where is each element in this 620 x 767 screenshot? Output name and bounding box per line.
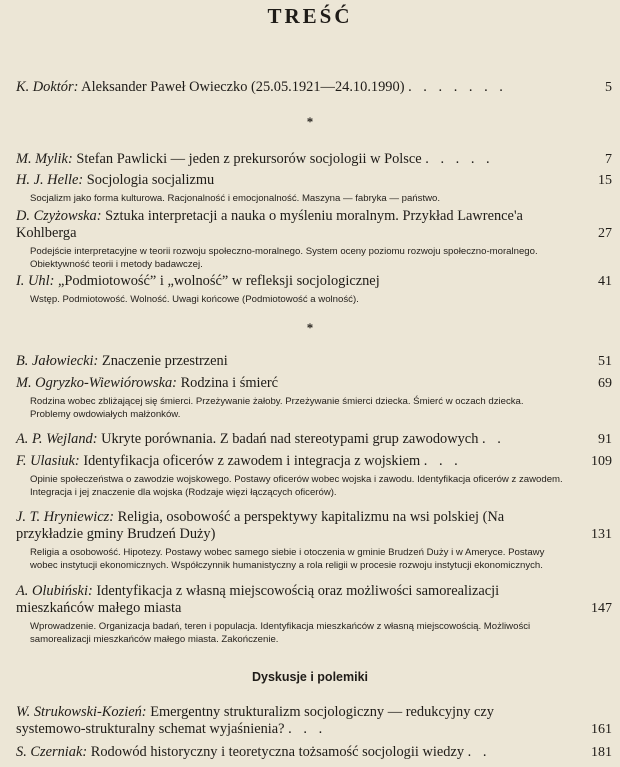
- toc-entry: [16, 273, 612, 306]
- entry-page: 41: [598, 274, 612, 289]
- leader-dots: . . .: [423, 453, 462, 469]
- entry-author: K. Doktór:: [16, 79, 79, 95]
- section-heading: Dyskusje i polemiki: [251, 670, 369, 684]
- entry-page: 15: [598, 173, 612, 188]
- entry-author: A. P. Wejland:: [16, 431, 98, 447]
- toc-entry: [16, 208, 612, 271]
- toc-entry: [16, 704, 612, 738]
- entry-page: 131: [591, 527, 612, 542]
- entry-summary: Wstęp. Podmiotowość. Wolność. Uwagi końcowe (Podmiotowość a wolność).: [30, 294, 359, 305]
- entry-summary: Rodzina wobec zbliżającej się śmierci. Przeżywanie żałoby. Przeżywanie śmierci dziecka. Śmierć w oczach dziecka. Problemy owdowiałych małżonków.: [30, 396, 524, 420]
- entry-summary: Opinie społeczeństwa o zawodzie wojskowego. Postawy oficerów wobec wojska i zawodu. Identyfikacja oficerów z zawodem. Integracja i jej znaczenie dla wojska (Rodzaje więzi łączących oficerów).: [30, 474, 563, 498]
- entry-title: Rodowód historyczny i teoretyczna tożsamość socjologii wiedzy: [90, 744, 465, 760]
- entry-page: 69: [598, 376, 612, 391]
- entry-author: B. Jałowiecki:: [16, 353, 99, 369]
- entry-summary: Religia a osobowość. Hipotezy. Postawy wobec samego siebie i otoczenia w gminie Brudzeń Duży i w Ameryce. Postawy wobec instytucji ekonomicznych. Współczynnik humanistyczny a rola religii w procesie rozwoju instytucji ekonomicznych.: [30, 547, 545, 571]
- entry-title: Znaczenie przestrzeni: [101, 353, 228, 369]
- entry-title: Ukryte porównania. Z badań nad stereotypami grup zawodowych: [101, 431, 479, 447]
- entry-author: F. Ulasiuk:: [16, 453, 80, 469]
- entry-author: M. Ogryzko-Wiewiórowska:: [16, 375, 177, 391]
- entry-page: 51: [598, 354, 612, 369]
- entry-page: 7: [605, 152, 612, 167]
- toc-entry: [16, 79, 612, 96]
- page-title: TREŚĆ: [267, 4, 353, 28]
- entry-title: Emergentny strukturalizm socjologiczny — redukcyjny czy systemowo-strukturalny schemat wyjaśnienia?: [16, 704, 495, 737]
- leader-dots: . . . . . . .: [408, 79, 507, 95]
- entry-summary: Socjalizm jako forma kulturowa. Racjonalność i emocjonalność. Maszyna — fabryka — państwo.: [30, 193, 441, 204]
- toc-entry: [16, 509, 612, 572]
- leader-dots: . .: [482, 431, 505, 447]
- entry-author: S. Czerniak:: [16, 744, 88, 760]
- entry-author: H. J. Helle:: [16, 172, 84, 188]
- entry-author: I. Uhl:: [16, 273, 55, 289]
- leader-dots: . . . . .: [425, 151, 494, 167]
- entry-title: Stefan Pawlicki — jeden z prekursorów socjologii w Polsce: [76, 151, 422, 167]
- entry-title: Identyfikacja z własną miejscowością oraz możliwości samorealizacji mieszkańców małego miasta: [16, 583, 500, 616]
- entry-author: J. T. Hryniewicz:: [16, 509, 115, 525]
- entry-title: Aleksander Paweł Owieczko (25.05.1921—24.10.1990): [81, 79, 405, 95]
- separator-star-1: *: [306, 114, 314, 129]
- entry-title: Religia, osobowość a perspektywy kapitalizmu na wsi polskiej (Na przykładzie gminy Brudzeń Duży): [16, 509, 505, 542]
- entry-title: Rodzina i śmierć: [180, 375, 279, 391]
- entry-page: 109: [591, 454, 612, 469]
- entry-summary: Wprowadzenie. Organizacja badań, teren i populacja. Identyfikacja mieszkańców z własną miejscowością. Możliwości samorealizacji mieszkańców małego miasta. Zakończenie.: [30, 621, 531, 645]
- toc-entry: [16, 453, 612, 499]
- entry-page: 5: [605, 80, 612, 95]
- entry-page: 91: [598, 432, 612, 447]
- entry-author: A. Olubiński:: [16, 583, 93, 599]
- entry-author: D. Czyżowska:: [16, 208, 102, 224]
- entry-author: M. Mylik:: [16, 151, 73, 167]
- entry-page: 27: [598, 226, 612, 241]
- toc-entry: [16, 431, 612, 448]
- entry-summary: Podejście interpretacyjne w teorii rozwoju społeczno-moralnego. System oceny poziomu rozwoju społeczno-moralnego. Obiektywność teorii i metody badawczej.: [30, 246, 538, 270]
- separator-star-2: *: [306, 320, 314, 335]
- entry-title: Socjologia socjalizmu: [86, 172, 215, 188]
- entry-title: Sztuka interpretacji a nauka o myśleniu moralnym. Przykład Lawrence'a Kohlberga: [16, 208, 523, 241]
- entry-title: Identyfikacja oficerów z zawodem i integracja z wojskiem: [83, 453, 421, 469]
- leader-dots: . .: [467, 744, 491, 760]
- toc-entry: [16, 353, 612, 370]
- entry-page: 147: [591, 601, 612, 616]
- entry-author: W. Strukowski-Kozień:: [16, 704, 147, 720]
- toc-entry: [16, 151, 612, 168]
- entry-page: 161: [591, 722, 612, 737]
- toc-entry: [16, 744, 612, 761]
- toc-entry: [16, 172, 612, 205]
- toc-entry: [16, 583, 612, 646]
- toc-entry: [16, 375, 612, 421]
- entry-title: „Podmiotowość” i „wolność” w refleksji socjologicznej: [57, 273, 380, 289]
- entry-page: 181: [591, 745, 612, 760]
- leader-dots: . . .: [288, 721, 327, 737]
